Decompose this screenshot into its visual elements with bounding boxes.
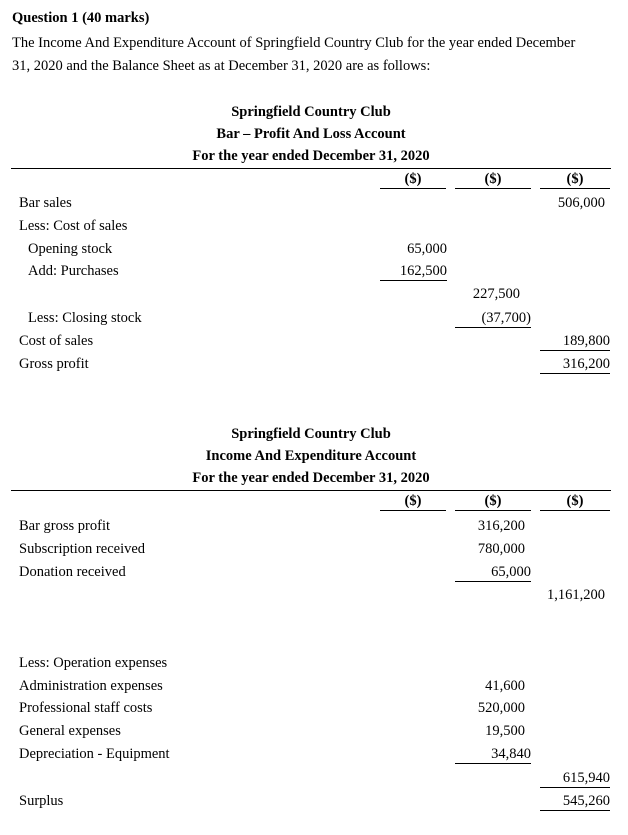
pl-col3-header: ($) — [540, 171, 610, 189]
pl-title: Bar – Profit And Loss Account — [216, 126, 406, 142]
pl-club-name: Springfield Country Club — [231, 104, 391, 120]
ie-header-rule — [11, 490, 611, 491]
ie-income-total-value: 1,161,200 — [547, 587, 605, 603]
pl-closing-label: Less: Closing stock — [28, 310, 142, 326]
pl-header-rule — [11, 168, 611, 169]
pl-opening-label: Opening stock — [28, 241, 113, 257]
ie-staff-value: 520,000 — [477, 700, 525, 716]
pl-bar-sales-label: Bar sales — [19, 195, 72, 211]
ie-less-ops-label: Less: Operation expenses — [19, 655, 168, 671]
pl-gross-profit-value: 316,200 — [540, 356, 610, 374]
ie-general-label: General expenses — [19, 723, 121, 739]
ie-subscription-value: 780,000 — [477, 541, 525, 557]
ie-depreciation-label: Depreciation - Equipment — [19, 746, 170, 762]
pl-purchases-value: 162,500 — [380, 263, 447, 281]
ie-admin-label: Administration expenses — [19, 678, 163, 694]
intro-line-2: 31, 2020 and the Balance Sheet as at December 31, 2020 are as follows: — [12, 58, 431, 74]
ie-donation-label: Donation received — [19, 564, 126, 580]
pl-cost-of-sales-label: Cost of sales — [19, 333, 94, 349]
ie-staff-label: Professional staff costs — [19, 700, 153, 716]
ie-title: Income And Expenditure Account — [205, 448, 417, 464]
pl-less-cost-label: Less: Cost of sales — [19, 218, 128, 234]
ie-bar-gross-value: 316,200 — [477, 518, 525, 534]
pl-col2-header: ($) — [455, 171, 531, 189]
ie-club-name: Springfield Country Club — [231, 426, 391, 442]
ie-general-value: 19,500 — [485, 723, 525, 739]
ie-surplus-value: 545,260 — [540, 793, 610, 811]
ie-bar-gross-label: Bar gross profit — [19, 518, 111, 534]
ie-surplus-label: Surplus — [19, 793, 64, 809]
question-title: Question 1 (40 marks) — [12, 10, 150, 26]
pl-opening-value: 65,000 — [407, 241, 447, 257]
ie-period: For the year ended December 31, 2020 — [192, 470, 430, 486]
ie-subscription-label: Subscription received — [19, 541, 146, 557]
pl-period: For the year ended December 31, 2020 — [192, 148, 430, 164]
ie-expense-total-value: 615,940 — [540, 770, 610, 788]
ie-depreciation-value: 34,840 — [455, 746, 531, 764]
intro-line-1: The Income And Expenditure Account of Springfield Country Club for the year ended December — [12, 35, 576, 51]
ie-col1-header: ($) — [380, 493, 446, 511]
ie-donation-value: 65,000 — [455, 564, 531, 582]
pl-gross-profit-label: Gross profit — [19, 356, 89, 372]
pl-cost-of-sales-value: 189,800 — [540, 333, 610, 351]
pl-subtotal-value: 227,500 — [472, 286, 520, 302]
ie-col3-header: ($) — [540, 493, 610, 511]
pl-col1-header: ($) — [380, 171, 446, 189]
pl-purchases-label: Add: Purchases — [28, 263, 119, 279]
pl-bar-sales-value: 506,000 — [557, 195, 605, 211]
ie-admin-value: 41,600 — [485, 678, 525, 694]
pl-closing-value: (37,700) — [455, 310, 531, 328]
ie-col2-header: ($) — [455, 493, 531, 511]
